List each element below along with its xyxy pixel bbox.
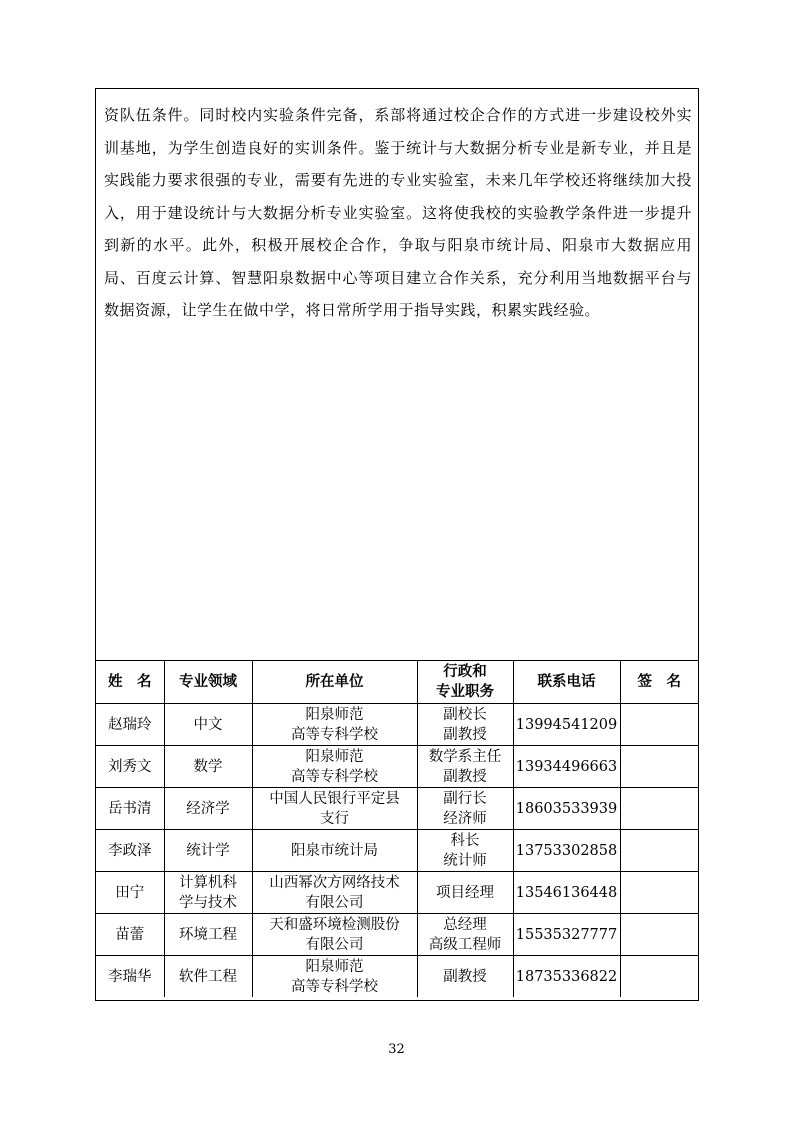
signature-field[interactable] [620, 872, 698, 914]
cell-field-line: 环境工程 [179, 926, 237, 943]
cell-title [417, 704, 513, 746]
cell-phone: 15535327777 [513, 914, 620, 956]
narrative-section [96, 89, 698, 661]
cell-title-line: 数学系主任 [428, 748, 502, 765]
page-number: 32 [388, 1042, 405, 1057]
cell-phone: 18735336822 [513, 956, 620, 998]
cell-unit-line: 阳泉师范 [305, 706, 364, 723]
cell-unit-line: 山西幂次方网络技术 [269, 874, 400, 891]
table-row [96, 872, 698, 914]
cell-unit-line: 中国人民银行平定县 [269, 790, 400, 807]
table-row [96, 830, 698, 872]
header-title [417, 661, 513, 704]
cell-title-line: 副教授 [443, 768, 487, 785]
header-title-line2: 专业职务 [436, 684, 494, 700]
cell-title-line: 高级工程师 [428, 936, 502, 953]
signature-field[interactable] [620, 830, 698, 872]
cell-field-line: 经济学 [186, 800, 230, 817]
cell-unit [252, 830, 417, 872]
cell-field-line: 学与技术 [179, 894, 237, 911]
expert-signature-table [96, 661, 698, 997]
cell-field-line: 统计学 [186, 842, 230, 859]
cell-field [164, 914, 252, 956]
cell-title-line: 项目经理 [436, 884, 494, 901]
cell-name: 赵瑞玲 [96, 704, 164, 746]
header-name: 姓 名 [96, 661, 164, 704]
cell-field-line: 软件工程 [179, 968, 237, 985]
cell-title-line: 副教授 [443, 726, 487, 743]
cell-name: 苗蕾 [96, 914, 164, 956]
cell-unit-line: 高等专科学校 [291, 978, 378, 995]
cell-name: 李瑞华 [96, 956, 164, 998]
table-row [96, 914, 698, 956]
cell-unit [252, 746, 417, 788]
cell-name: 刘秀文 [96, 746, 164, 788]
signature-field[interactable] [620, 914, 698, 956]
signature-field[interactable] [620, 704, 698, 746]
table-body [96, 704, 698, 998]
cell-field [164, 830, 252, 872]
cell-unit-line: 高等专科学校 [291, 726, 378, 743]
header-phone: 联系电话 [513, 661, 620, 704]
cell-unit [252, 788, 417, 830]
cell-field [164, 956, 252, 998]
cell-unit-line: 阳泉师范 [305, 958, 364, 975]
cell-unit-line: 支行 [320, 810, 349, 827]
cell-title [417, 788, 513, 830]
cell-unit [252, 872, 417, 914]
cell-phone: 13753302858 [513, 830, 620, 872]
cell-title-line: 统计师 [443, 852, 487, 869]
cell-title-line: 副行长 [443, 790, 487, 807]
cell-title [417, 914, 513, 956]
cell-title-line: 副校长 [443, 706, 487, 723]
cell-unit-line: 有限公司 [305, 936, 364, 953]
cell-unit-line: 有限公司 [305, 894, 364, 911]
cell-unit-line: 阳泉师范 [305, 748, 364, 765]
cell-title-line: 副教授 [443, 968, 487, 985]
table-header-row [96, 661, 698, 704]
cell-field-line: 计算机科 [179, 874, 237, 891]
cell-unit-line: 阳泉市统计局 [291, 842, 378, 859]
signature-field[interactable] [620, 746, 698, 788]
cell-title-line: 总经理 [443, 916, 487, 933]
table-row [96, 956, 698, 998]
cell-title [417, 872, 513, 914]
cell-unit [252, 956, 417, 998]
cell-title-line: 科长 [450, 832, 480, 849]
signature-field[interactable] [620, 956, 698, 998]
cell-phone: 18603533939 [513, 788, 620, 830]
cell-phone: 13934496663 [513, 746, 620, 788]
signature-field[interactable] [620, 788, 698, 830]
cell-name: 李政泽 [96, 830, 164, 872]
header-unit: 所在单位 [252, 661, 417, 704]
cell-title [417, 956, 513, 998]
header-field: 专业领域 [164, 661, 252, 704]
cell-phone: 13994541209 [513, 704, 620, 746]
cell-unit-line: 天和盛环境检测股份 [269, 916, 400, 933]
cell-title [417, 746, 513, 788]
header-signature: 签 名 [620, 661, 698, 704]
cell-name: 岳书清 [96, 788, 164, 830]
cell-unit [252, 914, 417, 956]
cell-title [417, 830, 513, 872]
cell-field [164, 704, 252, 746]
cell-name: 田宁 [96, 872, 164, 914]
cell-unit-line: 高等专科学校 [291, 768, 378, 785]
cell-field [164, 746, 252, 788]
table-row [96, 788, 698, 830]
cell-unit [252, 704, 417, 746]
narrative-paragraph: 资队伍条件。同时校内实验条件完备，系部将通过校企合作的方式进一步建设校外实训基地，为学生创造良好的实训条件。鉴于统计与大数据分析专业是新专业，并且是实践能力要求很强的专业，需要有先进的专业实验室，未来几年学校还将继续加大投入，用于建设统计与大数据分析专业实验室。这将使我校的实验教学条件进一步提升到新的水平。此外，积极开展校企合作，争取与阳泉市统计局、阳泉市大数据应用局、百度云计算、智慧阳泉数据中心等项目建立合作关系，充分利用当地数据平台与数据资源，让学生在做中学，将日常所学用于指导实践，积累实践经验。 [104, 106, 692, 319]
cell-field-line: 数学 [193, 758, 223, 775]
cell-field [164, 788, 252, 830]
document-frame [95, 88, 699, 1001]
cell-title-line: 经济师 [443, 810, 487, 827]
header-title-line1: 行政和 [443, 664, 487, 680]
table-row [96, 704, 698, 746]
cell-field-line: 中文 [193, 716, 223, 733]
cell-field [164, 872, 252, 914]
table-row [96, 746, 698, 788]
cell-phone: 13546136448 [513, 872, 620, 914]
